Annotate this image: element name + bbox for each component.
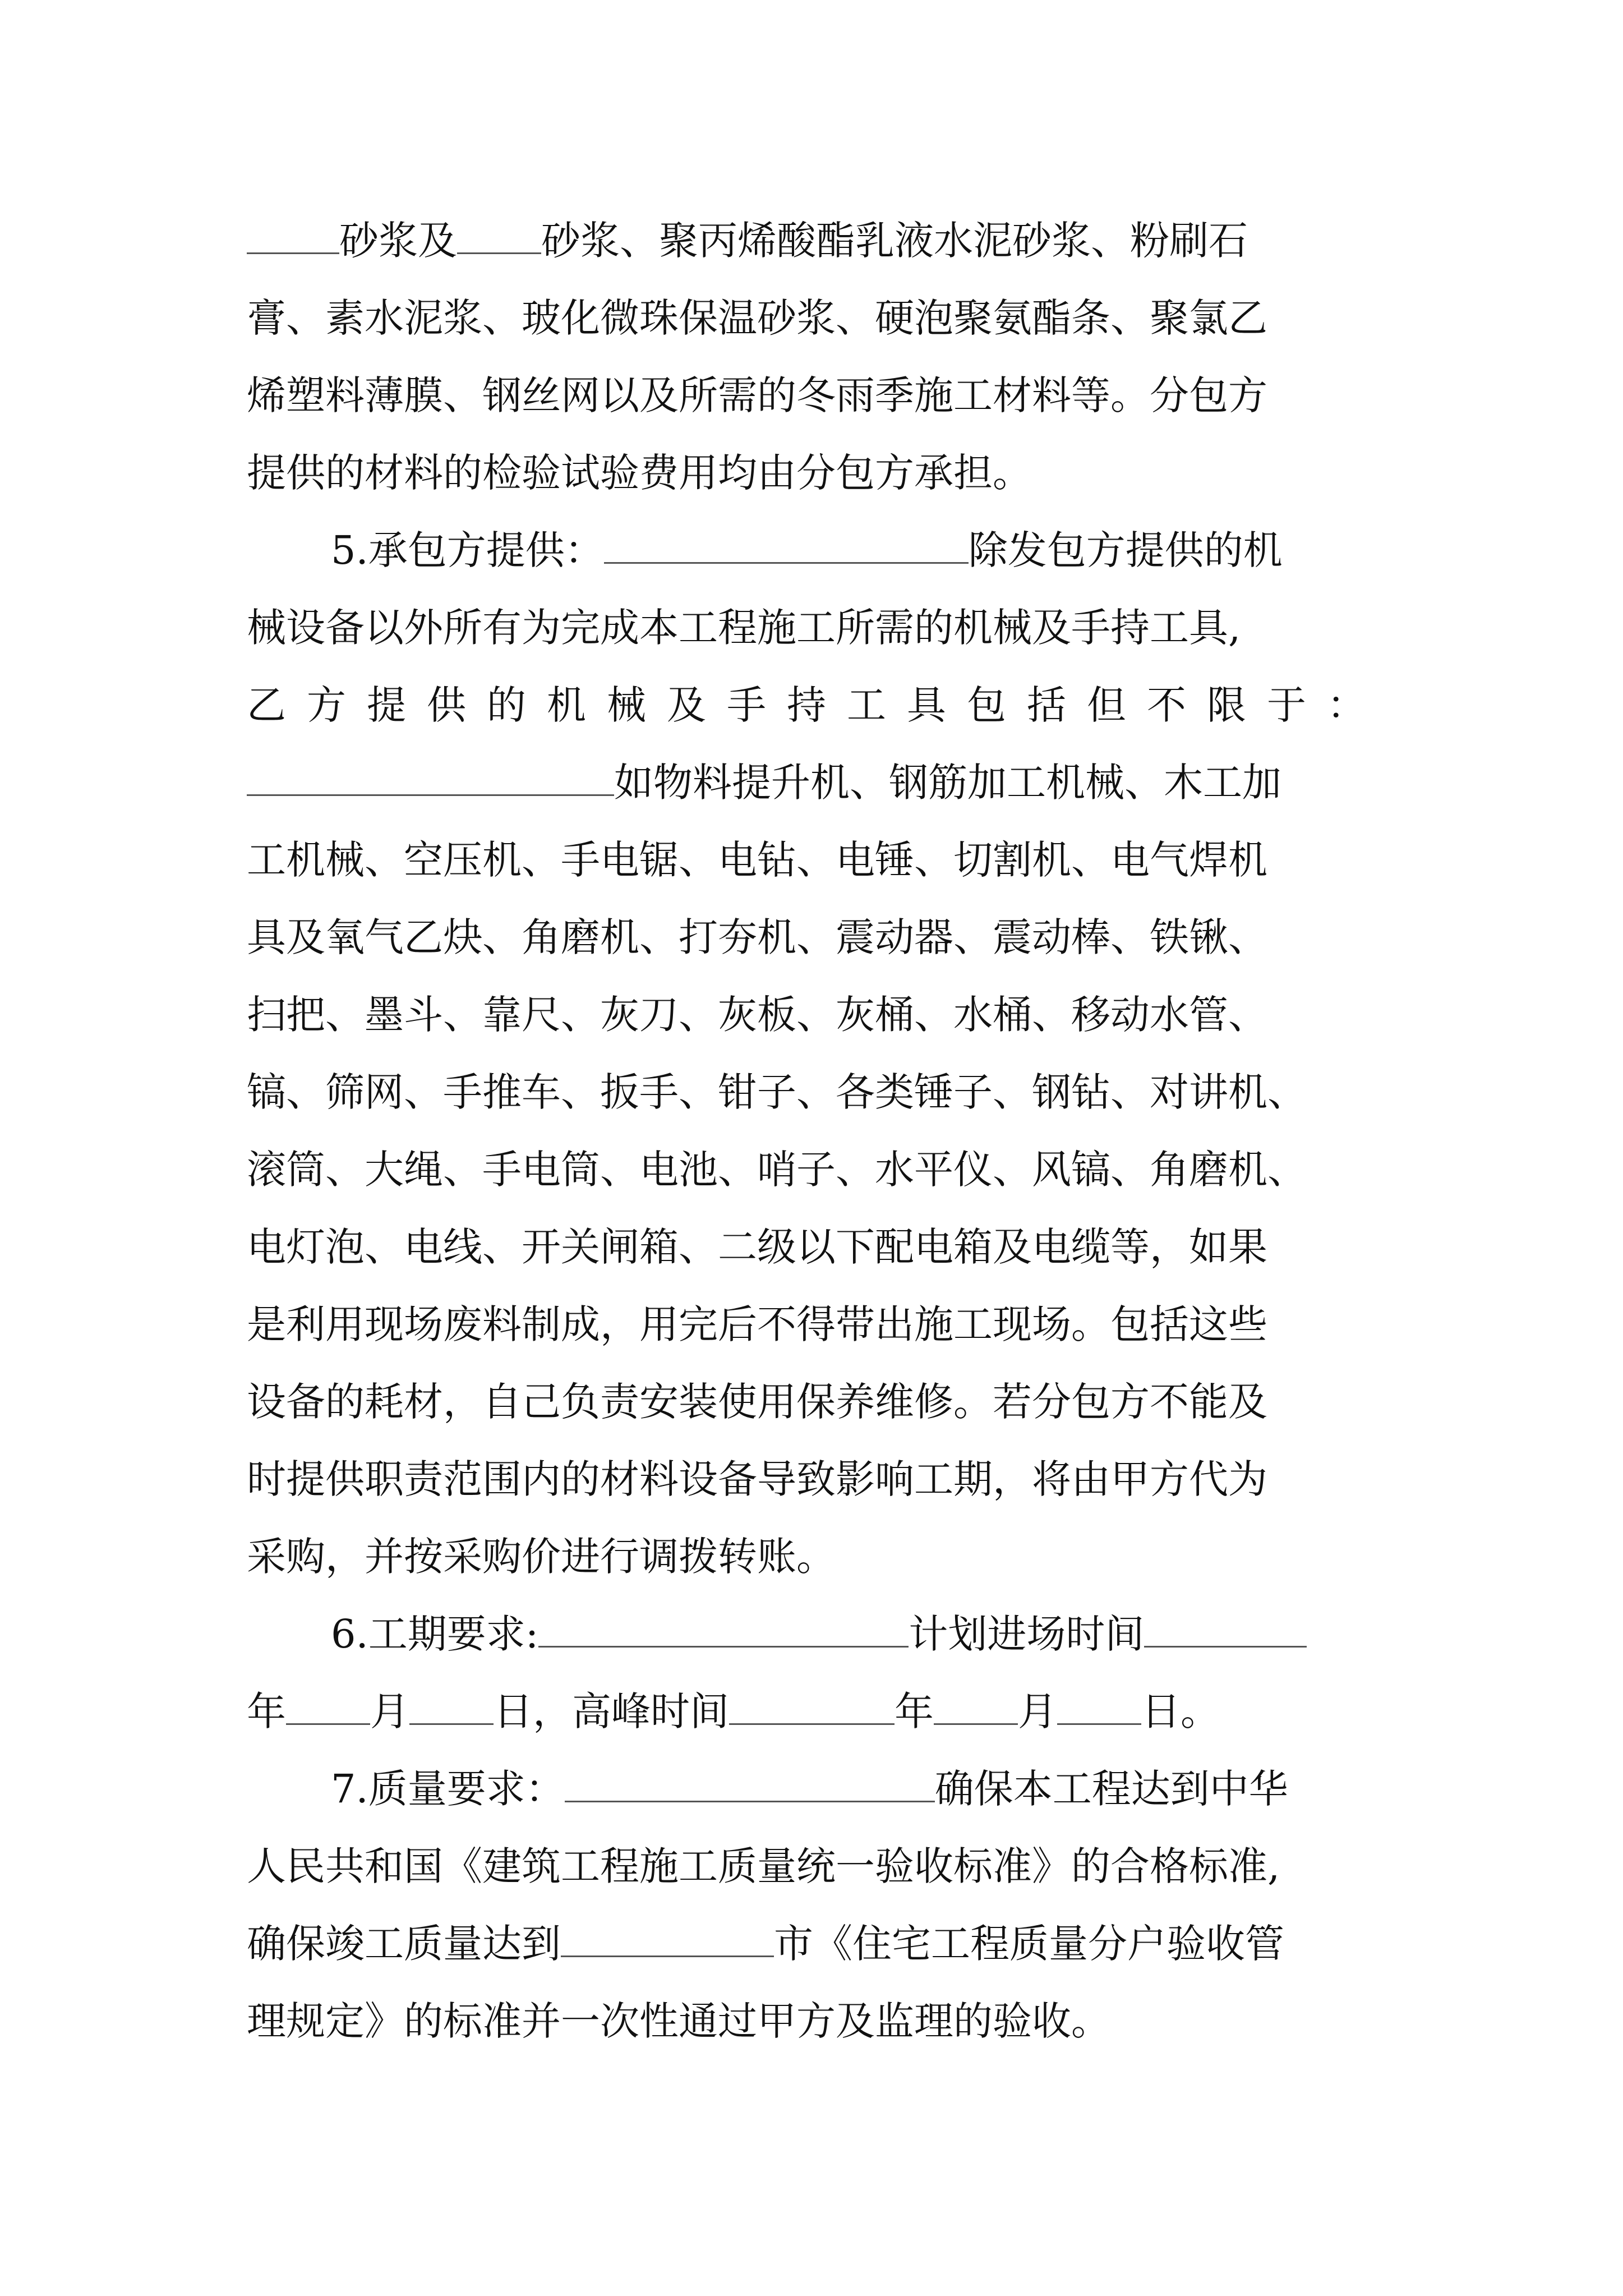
- p7-label: 7.质量要求：: [331, 1766, 565, 1812]
- text: 年: [895, 1688, 934, 1734]
- p6-line-2: [247, 1673, 1385, 1750]
- text: 砂浆及: [339, 218, 457, 264]
- paragraph-7-quality: [247, 1750, 1385, 2060]
- p5-line-2: 械设备以外所有为完成本工程施工所需的机械及手持工具,: [247, 605, 1241, 651]
- p5-line-1: [247, 512, 1385, 589]
- text: 确保本工程达到中华: [934, 1766, 1288, 1812]
- materials-paragraph: [247, 202, 1385, 512]
- plan-label: 计划进场时间: [909, 1611, 1145, 1657]
- text: 日，高峰时间: [494, 1688, 729, 1734]
- paragraph-5-contractor-supply: [247, 512, 1385, 1595]
- day-blank[interactable]: [409, 1690, 494, 1725]
- p5-line-9: 滚筒、大绳、手电筒、电池、哨子、水平仪、风镐、角磨机、: [247, 1147, 1307, 1193]
- p5-line-6: 具及氧气乙炔、角磨机、打夯机、震动器、震动棒、铁锹、: [247, 914, 1267, 960]
- text: 除发包方提供的机: [968, 527, 1283, 573]
- paragraph-6-schedule: [247, 1595, 1385, 1750]
- text: 月: [370, 1688, 409, 1734]
- p5-line-3: 乙方提供的机械及手持工具包括但不限于：: [247, 682, 1385, 728]
- month-blank[interactable]: [934, 1690, 1018, 1725]
- p6-label: 6.工期要求:: [331, 1611, 539, 1657]
- p5-line-11: 是利用现场废料制成，用完后不得带出施工现场。包括这些: [247, 1301, 1267, 1347]
- p5-line-8: 镐、筛网、手推车、扳手、钳子、各类锤子、钢钻、对讲机、: [247, 1069, 1307, 1115]
- blank-field[interactable]: [565, 1767, 935, 1802]
- p5-line-10: 电灯泡、电线、开关闸箱、二级以下配电箱及电缆等，如果: [247, 1224, 1267, 1270]
- blank-field[interactable]: [604, 528, 969, 564]
- blank-field[interactable]: [247, 219, 339, 254]
- blank-field[interactable]: [538, 1612, 909, 1648]
- blank-field[interactable]: [1144, 1612, 1307, 1648]
- p5-line-12: 设备的耗材，自己负责安装使用保养维修。若分包方不能及: [247, 1379, 1267, 1425]
- document-page: [247, 202, 1385, 2060]
- text: 市《住宅工程质量分户验收管: [774, 1921, 1284, 1967]
- materials-line-1: [247, 202, 1385, 279]
- blank-field[interactable]: [457, 219, 541, 254]
- p5-label: 5.承包方提供：: [331, 527, 604, 573]
- text: 砂浆、聚丙烯酸酯乳液水泥砂浆、粉刷石: [541, 218, 1248, 264]
- p5-line-5: 工机械、空压机、手电锯、电钻、电锤、切割机、电气焊机: [247, 837, 1267, 883]
- p7-line-3: [247, 1905, 1385, 1982]
- p7-line-1: [247, 1750, 1385, 1828]
- text: 月: [1018, 1688, 1057, 1734]
- p7-line-2: 人民共和国《建筑工程施工质量统一验收标准》的合格标准,: [247, 1843, 1280, 1889]
- p5-line-14: 采购，并按采购价进行调拨转账。: [247, 1534, 836, 1580]
- day-blank[interactable]: [1057, 1690, 1141, 1725]
- p7-line-4: 理规定》的标准并一次性通过甲方及监理的验收。: [247, 1998, 1110, 2044]
- materials-line-3: 烯塑料薄膜、钢丝网以及所需的冬雨季施工材料等。分包方: [247, 372, 1267, 418]
- p6-line-1: [247, 1595, 1385, 1673]
- p5-line-4: [247, 744, 1385, 821]
- text: 年: [247, 1688, 286, 1734]
- p5-line-13: 时提供职责范围内的材料设备导致影响工期，将由甲方代为: [247, 1456, 1267, 1502]
- text: 确保竣工质量达到: [247, 1921, 561, 1967]
- materials-line-4: 提供的材料的检验试验费用均由分包方承担。: [247, 450, 1032, 496]
- blank-field[interactable]: [561, 1922, 774, 1957]
- text: 如物料提升机、钢筋加工机械、木工加: [614, 760, 1281, 806]
- text: 日。: [1141, 1688, 1220, 1734]
- materials-line-2: 膏、素水泥浆、玻化微珠保温砂浆、硬泡聚氨酯条、聚氯乙: [247, 295, 1267, 341]
- blank-field[interactable]: [247, 761, 614, 796]
- blank-field[interactable]: [729, 1690, 895, 1725]
- p5-line-7: 扫把、墨斗、靠尺、灰刀、灰板、灰桶、水桶、移动水管、: [247, 992, 1267, 1038]
- month-blank[interactable]: [286, 1690, 370, 1725]
